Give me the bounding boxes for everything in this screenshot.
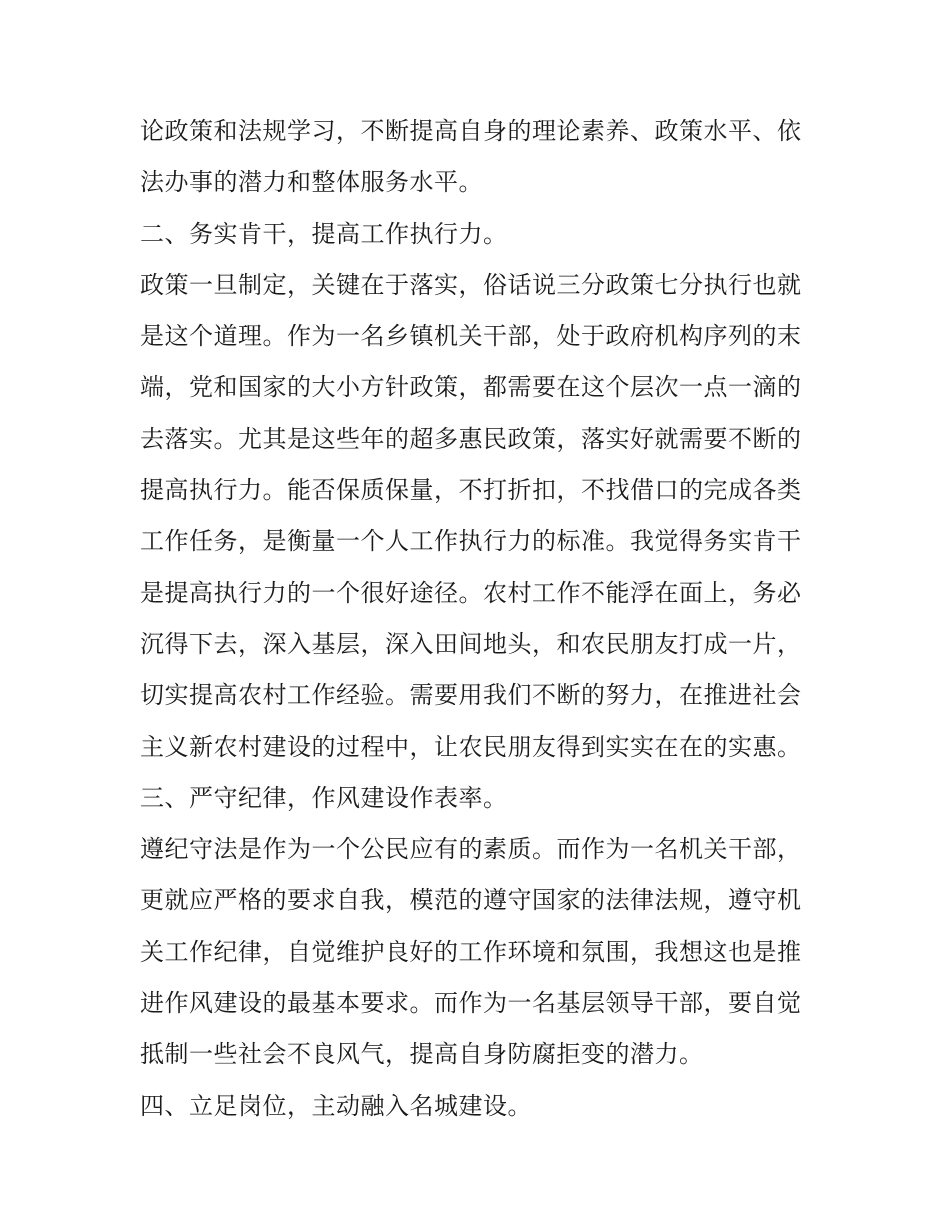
text-line: 提高执行力。能否保质保量，不打折扣，不找借口的完成各类 — [140, 476, 802, 505]
text-line: 是提高执行力的一个很好途径。农村工作不能浮在面上，务必 — [140, 578, 802, 607]
text-line: 主义新农村建设的过程中，让农民朋友得到实实在在的实惠。 — [140, 732, 802, 761]
text-line: 政策一旦制定，关键在于落实，俗话说三分政策七分执行也就 — [140, 270, 802, 299]
text-line: 关工作纪律，自觉维护良好的工作环境和氛围，我想这也是推 — [140, 937, 802, 966]
section-heading-3: 三、严守纪律，作风建设作表率。 — [140, 783, 508, 812]
text-line: 更就应严格的要求自我，模范的遵守国家的法律法规，遵守机 — [140, 886, 802, 915]
section-heading-2: 二、务实肯干，提高工作执行力。 — [140, 219, 508, 248]
section-heading-4: 四、立足岗位，主动融入名城建设。 — [140, 1091, 532, 1120]
text-line: 沉得下去，深入基层，深入田间地头，和农民朋友打成一片， — [140, 629, 802, 658]
text-line: 法办事的潜力和整体服务水平。 — [140, 168, 483, 197]
text-line: 切实提高农村工作经验。需要用我们不断的努力，在推进社会 — [140, 681, 802, 710]
text-line: 去落实。尤其是这些年的超多惠民政策，落实好就需要不断的 — [140, 424, 802, 453]
text-line: 端，党和国家的大小方针政策，都需要在这个层次一点一滴的 — [140, 373, 802, 402]
text-line: 遵纪守法是作为一个公民应有的素质。而作为一名机关干部， — [140, 835, 802, 864]
text-line: 是这个道理。作为一名乡镇机关干部，处于政府机构序列的末 — [140, 322, 802, 351]
text-line: 抵制一些社会不良风气，提高自身防腐拒变的潜力。 — [140, 1040, 704, 1069]
text-line: 工作任务，是衡量一个人工作执行力的标准。我觉得务实肯干 — [140, 527, 802, 556]
text-line: 进作风建设的最基本要求。而作为一名基层领导干部，要自觉 — [140, 989, 802, 1018]
document-body — [140, 106, 820, 1132]
text-line: 论政策和法规学习，不断提高自身的理论素养、政策水平、依 — [140, 117, 802, 145]
